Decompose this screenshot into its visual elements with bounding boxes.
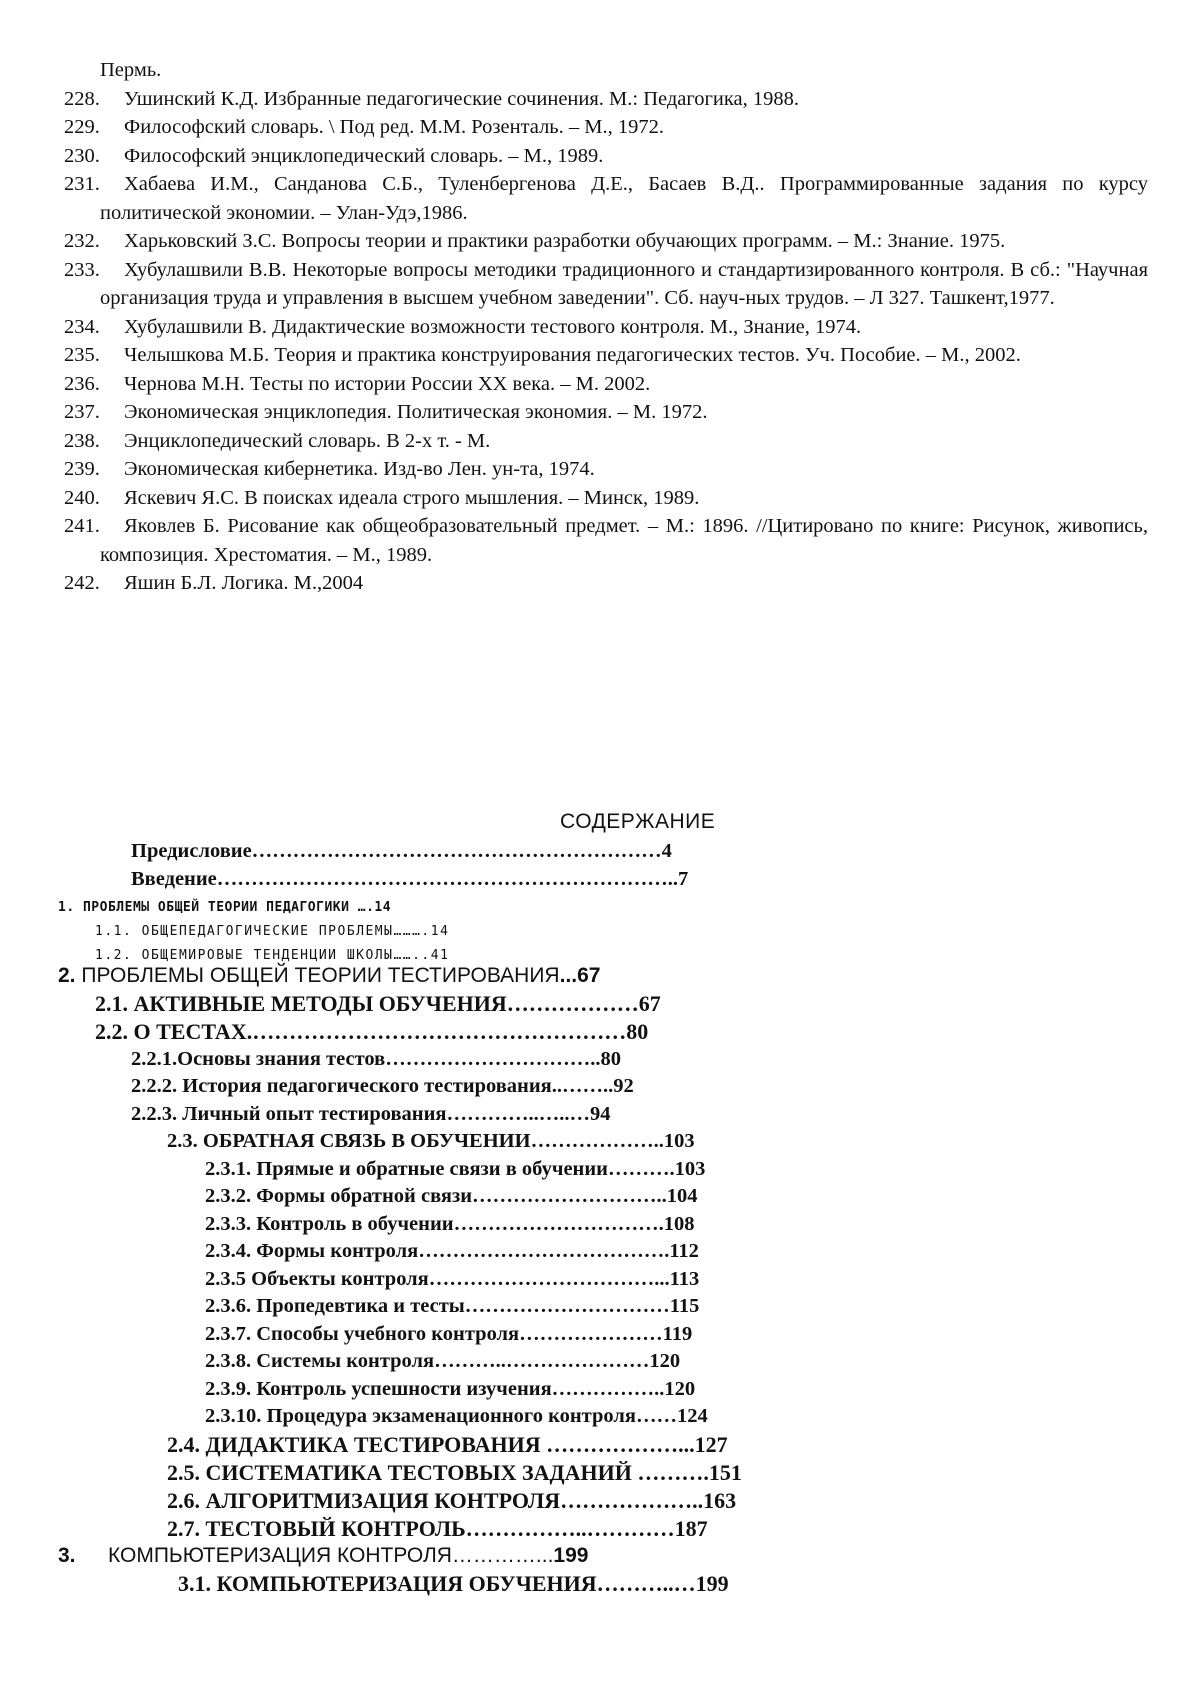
toc-entry[interactable]: 2.3. ОБРАТНАЯ СВЯЗЬ В ОБУЧЕНИИ………………..103: [167, 1130, 695, 1152]
bibliography-item: [64, 455, 1148, 484]
bibliography-item: [64, 569, 1148, 598]
bibliography-item: [64, 313, 1148, 342]
bibliography-text: Экономическая кибернетика. Изд-во Лен. ун-та, 1974.: [124, 458, 595, 480]
bibliography-text: Философский энциклопедический словарь. – М., 1989.: [124, 144, 604, 167]
toc-entry[interactable]: Введение…………………………………………………………..7: [131, 868, 689, 890]
toc-entry-page: 199: [553, 1544, 589, 1567]
bibliography-list: [64, 56, 1148, 598]
toc-entry[interactable]: [58, 1544, 588, 1568]
toc-entry-number: 3.: [58, 1544, 76, 1567]
bibliography-item: [64, 370, 1148, 399]
bibliography-text: Хубулашвили В. Дидактические возможности тестового контроля. М., Знание, 1974.: [124, 315, 862, 338]
bibliography-text: Экономическая энциклопедия. Политическая экономия. – М. 1972.: [124, 401, 708, 423]
bibliography-item: [64, 170, 1148, 227]
toc-entry-page: ...67: [559, 964, 601, 987]
toc-title: СОДЕРЖАНИЕ: [560, 810, 716, 833]
toc-entry[interactable]: 1. ПРОБЛЕМЫ ОБЩЕЙ ТЕОРИИ ПЕДАГОГИКИ ….14: [58, 900, 392, 915]
toc-entry[interactable]: 2.3.8. Системы контроля………..…………………120: [205, 1350, 681, 1372]
toc-entry[interactable]: 1.2. ОБЩЕМИРОВЫЕ ТЕНДЕНЦИИ ШКОЛЫ……..41: [95, 948, 450, 963]
bibliography-number: 239.: [64, 458, 100, 480]
bibliography-text: Хубулашвили В.В. Некоторые вопросы методики традиционного и стандартизированного контроля. В сб.: "Научная организация труда и управления в высшем учебном заведении". Сб. науч-ных трудов. – Л 327. Ташкент,1977.: [100, 258, 1148, 309]
toc-entry[interactable]: 3.1. КОМПЬЮТЕРИЗАЦИЯ ОБУЧЕНИЯ………..…199: [178, 1571, 729, 1596]
bibliography-number: 234.: [64, 315, 100, 338]
toc-entry[interactable]: 2.2.2. История педагогического тестирования..……..92: [131, 1075, 634, 1097]
bibliography-text: Челышкова М.Б. Теория и практика конструирования педагогических тестов. Уч. Пособие. – М., 2002.: [124, 344, 1021, 366]
toc-entry-label: КОМПЬЮТЕРИЗАЦИЯ КОНТРОЛЯ…………...: [108, 1544, 554, 1567]
toc-entry[interactable]: 2.4. ДИДАКТИКА ТЕСТИРОВАНИЯ ………………...127: [167, 1432, 728, 1457]
bibliography-number: 228.: [64, 87, 100, 110]
toc-entry[interactable]: 2.3.6. Пропедевтика и тесты…………………………115: [205, 1295, 700, 1317]
bibliography-text: Яковлев Б. Рисование как общеобразовательный предмет. – М.: 1896. //Цитировано по книге: Рисунок, живопись, композиция. Хрестоматия. – М., 1989.: [100, 515, 1148, 566]
bibliography-number: 231.: [64, 173, 100, 195]
toc-entry[interactable]: 2.5. СИСТЕМАТИКА ТЕСТОВЫХ ЗАДАНИЙ ……….151: [167, 1460, 742, 1485]
bibliography-number: 235.: [64, 344, 100, 366]
bibliography-item: [64, 484, 1148, 513]
bibliography-item: [64, 341, 1148, 370]
bibliography-text: Харьковский З.С. Вопросы теории и практики разработки обучающих программ. – М.: Знание. 1975.: [124, 230, 1006, 252]
bibliography-number: 236.: [64, 372, 100, 395]
bibliography-number: 241.: [64, 515, 100, 537]
toc-entry[interactable]: 2.3.7. Способы учебного контроля…………………119: [205, 1323, 693, 1345]
bibliography-number: 242.: [64, 572, 100, 594]
toc-entry[interactable]: Предисловие……………………………………………………4: [131, 840, 672, 862]
bibliography-item: [64, 142, 1148, 171]
bibliography-text: Энциклопедический словарь. В 2-х т. - М.: [124, 429, 491, 452]
bibliography-text: Яшин Б.Л. Логика. М.,2004: [124, 572, 364, 594]
bibliography-text: Яскевич Я.С. В поисках идеала строго мышления. – Минск, 1989.: [124, 486, 700, 509]
toc-entry[interactable]: 2.3.1. Прямые и обратные связи в обучении……….103: [205, 1158, 706, 1180]
bibliography-item: [64, 427, 1148, 456]
bibliography-number: 238.: [64, 429, 100, 452]
toc-entry[interactable]: 2.1. АКТИВНЫЕ МЕТОДЫ ОБУЧЕНИЯ………………67: [95, 991, 661, 1016]
bibliography-item: [64, 512, 1148, 569]
toc-entry[interactable]: 2.3.4. Формы контроля……………………………….112: [205, 1240, 699, 1262]
bibliography-number: 232.: [64, 230, 100, 252]
toc-entry[interactable]: 2.2.1.Основы знания тестов…………………………..80: [131, 1048, 621, 1070]
toc-entry[interactable]: 2.3.10. Процедура экзаменационного контроля……124: [205, 1405, 708, 1427]
bibliography-continuation: Пермь.: [100, 59, 162, 81]
toc-entry-number: 2.: [58, 964, 76, 987]
bibliography-number: 230.: [64, 144, 100, 167]
bibliography-item: [64, 227, 1148, 256]
toc-entry[interactable]: 2.3.2. Формы обратной связи………………………..104: [205, 1185, 698, 1207]
bibliography-item: [64, 85, 1148, 114]
toc-entry[interactable]: 2.2.3. Личный опыт тестирования…………..…..…94: [131, 1103, 611, 1125]
bibliography-item: [64, 113, 1148, 142]
bibliography-text: Ушинский К.Д. Избранные педагогические сочинения. М.: Педагогика, 1988.: [124, 87, 800, 110]
toc-entry[interactable]: 1.1. ОБЩЕПЕДАГОГИЧЕСКИЕ ПРОБЛЕМЫ……….14: [95, 924, 450, 939]
toc-entry[interactable]: 2.6. АЛГОРИТМИЗАЦИЯ КОНТРОЛЯ………………..163: [167, 1488, 737, 1513]
bibliography-number: 240.: [64, 486, 100, 509]
toc-entry[interactable]: 2.3.5 Объекты контроля……………………………...113: [205, 1268, 700, 1290]
bibliography-text: Философский словарь. \ Под ред. М.М. Розенталь. – М., 1972.: [124, 116, 665, 138]
toc-entry[interactable]: [58, 964, 600, 988]
bibliography-text: Чернова М.Н. Тесты по истории России XX века. – М. 2002.: [124, 372, 651, 395]
toc-entry[interactable]: 2.7. ТЕСТОВЫЙ КОНТРОЛЬ……………..…………187: [167, 1516, 708, 1541]
toc-entry[interactable]: 2.2. О ТЕСТАХ.……………………………………………80: [95, 1019, 649, 1044]
bibliography-number: 229.: [64, 116, 100, 138]
toc-entry-label: ПРОБЛЕМЫ ОБЩЕЙ ТЕОРИИ ТЕСТИРОВАНИЯ: [81, 964, 560, 987]
bibliography-item: [64, 398, 1148, 427]
bibliography-text: Хабаева И.М., Санданова С.Б., Туленбергенова Д.Е., Басаев В.Д.. Программированные задания по курсу политической экономии. – Улан-Удэ,1986.: [100, 173, 1148, 224]
bibliography-number: 237.: [64, 401, 100, 423]
toc-entry[interactable]: 2.3.9. Контроль успешности изучения……………..120: [205, 1378, 696, 1400]
bibliography-item: [64, 256, 1148, 313]
bibliography-number: 233.: [64, 258, 100, 281]
toc-entry[interactable]: 2.3.3. Контроль в обучении………………………….108: [205, 1213, 695, 1235]
